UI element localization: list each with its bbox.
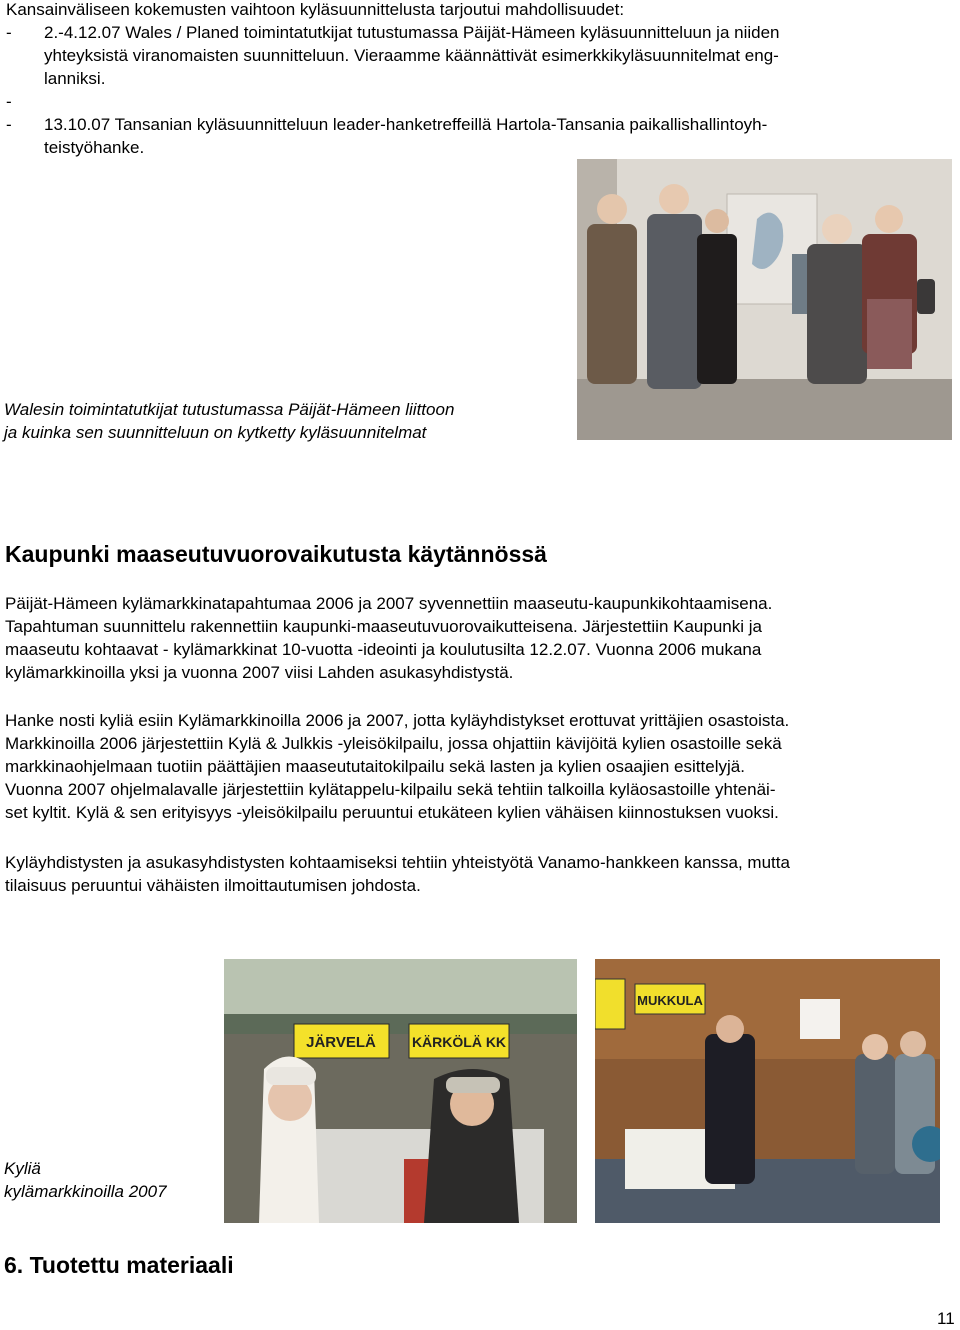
paragraph: Hanke nosti kyliä esiin Kylämarkkinoilla 2006 ja 2007, jotta kyläyhdistykset erottuvat yrittäjien osastoista. Markkinoilla 2006 järjestettiin Kylä & Julkkis -yleisökilpailu, jossa ohjattiin kävijöitä kylien osastoille sekä markkinaohjelmaan tuotiin päättäjien maaseututaitokilpailu sekä lasten ja kylien osaajien esittelyjä. Vuonna 2007 ohjelmalavalle järjestettiin kylätappelu-kilpailu sekä tehtiin talkoilla kyläosastoille yhtenäi- set kyltit. Kylä & sen erityisyys -yleisökilpailu peruuntui etukäteen kylien vähäisen kiinnostuksen vuoksi. [5, 711, 790, 822]
sign-jarvela: JÄRVELÄ [306, 1034, 376, 1051]
wooden-hall-photo [595, 959, 940, 1223]
bullet-line: 13.10.07 Tansanian kyläsuunnitteluun leader-hanketreffeillä Hartola-Tansania paikallishallintoyh- [44, 115, 768, 134]
list-item: - [6, 92, 12, 111]
paragraph: Päijät-Hämeen kylämarkkinatapahtumaa 2006 ja 2007 syvennettiin maaseutu-kaupunkikohtaamisena. Tapahtuman suunnittelu rakennettiin kaupunki-maaseutuvuorovaikutteisena. Järjestettiin Kaupunki ja maaseutu kohtaavat - kylämarkkinat 10-vuotta -ideointi ja koulutusilta 12.2.07. Vuonna 2006 mukana kylämarkkinoilla yksi ja vuonna 2007 viisi Lahden asukasyhdistystä. [5, 594, 773, 682]
caption-line: Walesin toimintatutkijat tutustumassa Päijät-Hämeen liittoon [4, 400, 455, 419]
paragraph: Kyläyhdistysten ja asukasyhdistysten kohtaamiseksi tehtiin yhteistyötä Vanamo-hankkeen kanssa, mutta tilaisuus peruuntui vähäisten ilmoittautumisen johdosta. [5, 853, 790, 895]
caption-line: ja kuinka sen suunnitteluun on kytketty kyläsuunnitelmat [4, 423, 427, 442]
group-photo-wales-image [577, 159, 952, 440]
sign-karkola: KÄRKÖLÄ KK [411, 1034, 507, 1050]
bullet-line: yhteyksistä viranomaisten suunnitteluun. Vieraamme käännättivät esimerkkikyläsuunnitelmat eng- [44, 46, 779, 65]
sign-mukkula: MUKKULA [637, 993, 703, 1008]
caption-line: Kyliä [4, 1159, 41, 1178]
intro-lead: Kansainväliseen kokemusten vaihtoon kyläsuunnittelusta tarjoutui mahdollisuudet: [6, 0, 625, 19]
page-number: 11 [937, 1309, 955, 1328]
photo1-caption [4, 398, 454, 444]
bullet-line: 2.-4.12.07 Wales / Planed toimintatutkijat tutustumassa Päijät-Hämeen kyläsuunnitteluun ja niiden [44, 23, 780, 42]
caption-line: kylämarkkinoilla 2007 [4, 1182, 167, 1201]
market-stand-photo [224, 959, 577, 1223]
list-item: - 13.10.07 Tansanian kyläsuunnitteluun leader-hanketreffeillä Hartola-Tansania paikallishallintoyh- teistyöhanke. [6, 115, 768, 157]
intro-bullet-list [0, 21, 960, 159]
list-item: - 2.-4.12.07 Wales / Planed toimintatutkijat tutustumassa Päijät-Hämeen kyläsuunnitteluun ja niiden yhteyksistä viranomaisten suunnitteluun. Vieraamme käännättivät esimerkkikyläsuunnitelmat eng- lanniksi. [6, 23, 780, 88]
section-heading-city-rural: Kaupunki maaseutuvuorovaikutusta käytännössä [5, 541, 547, 567]
section-heading-produced-material: 6. Tuotettu materiaali [4, 1252, 234, 1278]
wooden-hall-photo-image [595, 959, 940, 1223]
market-stand-photo-image [224, 959, 577, 1223]
group-photo-wales [577, 159, 952, 440]
bullet-line: lanniksi. [44, 69, 106, 88]
photo-row-caption [4, 1157, 167, 1203]
bullet-line: teistyöhanke. [44, 138, 145, 157]
